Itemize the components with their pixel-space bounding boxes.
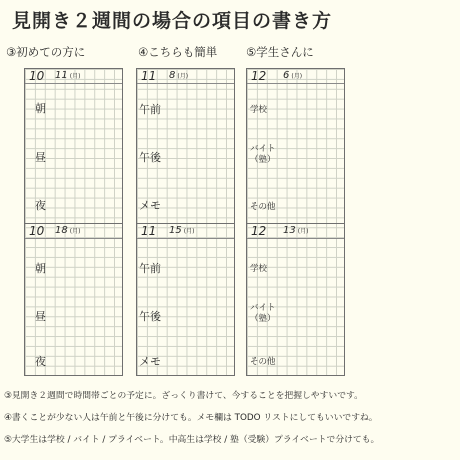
- day-number: 18 (月): [55, 225, 81, 236]
- day-number: 8 (月): [169, 70, 189, 81]
- slot-label: 午後: [139, 151, 161, 164]
- planner-grid-simple: [136, 68, 235, 376]
- slot-label: 朝: [35, 262, 46, 275]
- day-number: 11 (月): [55, 70, 81, 81]
- month-number: 12: [251, 69, 267, 83]
- slot-label: 午後: [139, 310, 161, 323]
- day-header: [247, 69, 344, 84]
- page-title: 見開き２週間の場合の項目の書き方: [12, 10, 333, 32]
- column-label-simple: ④こちらも簡単: [138, 45, 218, 59]
- month-number: 12: [251, 224, 267, 238]
- slot-label: 学校: [250, 264, 268, 274]
- slot-label: 午前: [139, 103, 161, 116]
- planner-grid-student: [246, 68, 345, 376]
- day-header: [247, 223, 344, 239]
- day-header: [25, 69, 122, 84]
- note-line: ⑤大学生は学校 / バイト / プライベート。中高生は学校 / 塾（受験）プライベートで分けても。: [4, 435, 380, 445]
- slot-label: その他: [250, 202, 276, 212]
- slot-label: 学校: [250, 105, 268, 115]
- slot-label: メモ: [139, 355, 161, 368]
- slot-label: 昼: [35, 151, 46, 164]
- day-number: 6 (月): [283, 70, 303, 81]
- slot-label: バイト （塾）: [250, 144, 276, 165]
- month-number: 10: [29, 69, 45, 83]
- column-label-student: ⑤学生さんに: [246, 45, 314, 59]
- slot-label: 午前: [139, 262, 161, 275]
- month-number: 10: [29, 224, 45, 238]
- slot-label: 朝: [35, 102, 46, 115]
- slot-label: 昼: [35, 310, 46, 323]
- note-line: ④書くことが少ない人は午前と午後に分けても。メモ欄は TODO リストにしてもいいですね。: [4, 413, 378, 423]
- note-line: ③見開き２週間で時間帯ごとの予定に。ざっくり書けて、今することを把握しやすいです。: [4, 391, 363, 401]
- month-number: 11: [141, 69, 157, 83]
- day-header: [137, 223, 234, 239]
- slot-label: 夜: [35, 199, 46, 212]
- slot-label: バイト （塾）: [250, 303, 276, 324]
- day-number: 15 (月): [169, 225, 195, 236]
- slot-label: 夜: [35, 355, 46, 368]
- day-number: 13 (月): [283, 225, 309, 236]
- planner-grid-beginner: [24, 68, 123, 376]
- day-header: [137, 69, 234, 84]
- month-number: 11: [141, 224, 157, 238]
- slot-label: メモ: [139, 199, 161, 212]
- slot-label: その他: [250, 357, 276, 367]
- day-header: [25, 223, 122, 239]
- column-label-beginner: ③初めての方に: [6, 45, 86, 59]
